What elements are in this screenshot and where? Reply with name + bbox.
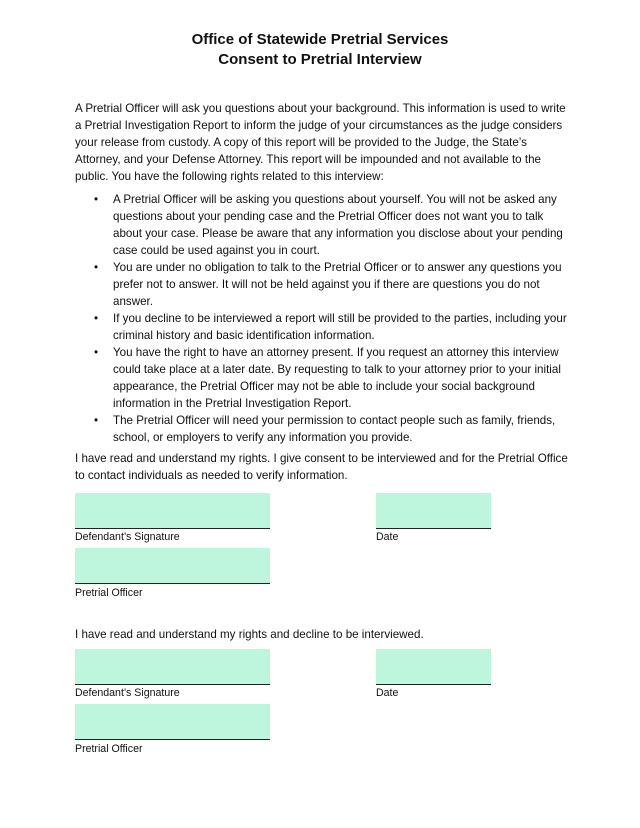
list-item <box>75 310 570 344</box>
right-text: If you decline to be interviewed a report will still be provided to the parties, including your criminal history and basic identification information. <box>113 312 567 342</box>
decline-date-label: Date <box>376 687 399 699</box>
consent-defendant-signature-field[interactable] <box>75 493 270 529</box>
bullet-icon: • <box>94 193 99 206</box>
consent-date-field[interactable] <box>376 493 491 529</box>
list-item <box>75 344 570 412</box>
right-text: You have the right to have an attorney present. If you request an attorney this interview could take place at a later date. By requesting to talk to your attorney prior to your initial appearance, the Pretrial Officer may not be able to include your social background information in the Pretrial Investigation Report. <box>113 346 561 410</box>
form-title: Consent to Pretrial Interview <box>218 51 422 68</box>
bullet-icon: • <box>94 414 99 427</box>
right-text: You are under no obligation to talk to the Pretrial Officer or to answer any questions you prefer not to answer. It will not be held against you if there are questions you do not answer. <box>113 261 562 308</box>
list-item <box>75 191 570 259</box>
intro-paragraph: A Pretrial Officer will ask you questions about your background. This information is used to write a Pretrial Investigation Report to inform the judge of your circumstances as the judge considers your release from custody. A copy of this report will be provided to the Judge, the State’s Attorney, and your Defense Attorney. This report will be impounded and not available to the public. You have the following rights related to this interview: <box>75 102 566 183</box>
decline-defendant-signature-field[interactable] <box>75 649 270 685</box>
consent-officer-signature-field[interactable] <box>75 548 270 584</box>
decline-defendant-signature-label: Defendant’s Signature <box>75 687 180 699</box>
consent-defendant-signature-label: Defendant’s Signature <box>75 531 180 543</box>
list-item <box>75 412 570 446</box>
consent-officer-label: Pretrial Officer <box>75 587 143 599</box>
decline-officer-label: Pretrial Officer <box>75 743 143 755</box>
decline-officer-signature-field[interactable] <box>75 704 270 740</box>
consent-statement: I have read and understand my rights. I give consent to be interviewed and for the Pretrial Office to contact individuals as needed to verify information. <box>75 452 568 482</box>
office-title: Office of Statewide Pretrial Services <box>191 31 449 48</box>
bullet-icon: • <box>94 261 99 274</box>
decline-statement: I have read and understand my rights and decline to be interviewed. <box>75 628 424 641</box>
right-text: The Pretrial Officer will need your permission to contact people such as family, friends, school, or employers to verify any information you provide. <box>113 414 556 444</box>
bullet-icon: • <box>94 312 99 325</box>
list-item <box>75 259 570 310</box>
rights-list <box>75 191 570 446</box>
decline-date-field[interactable] <box>376 649 491 685</box>
consent-date-label: Date <box>376 531 399 543</box>
bullet-icon: • <box>94 346 99 359</box>
right-text: A Pretrial Officer will be asking you questions about yourself. You will not be asked any questions about your pending case and the Pretrial Officer does not want you to talk about your case. Please be aware that any information you disclose about your pending case could be used against you in court. <box>113 193 563 257</box>
